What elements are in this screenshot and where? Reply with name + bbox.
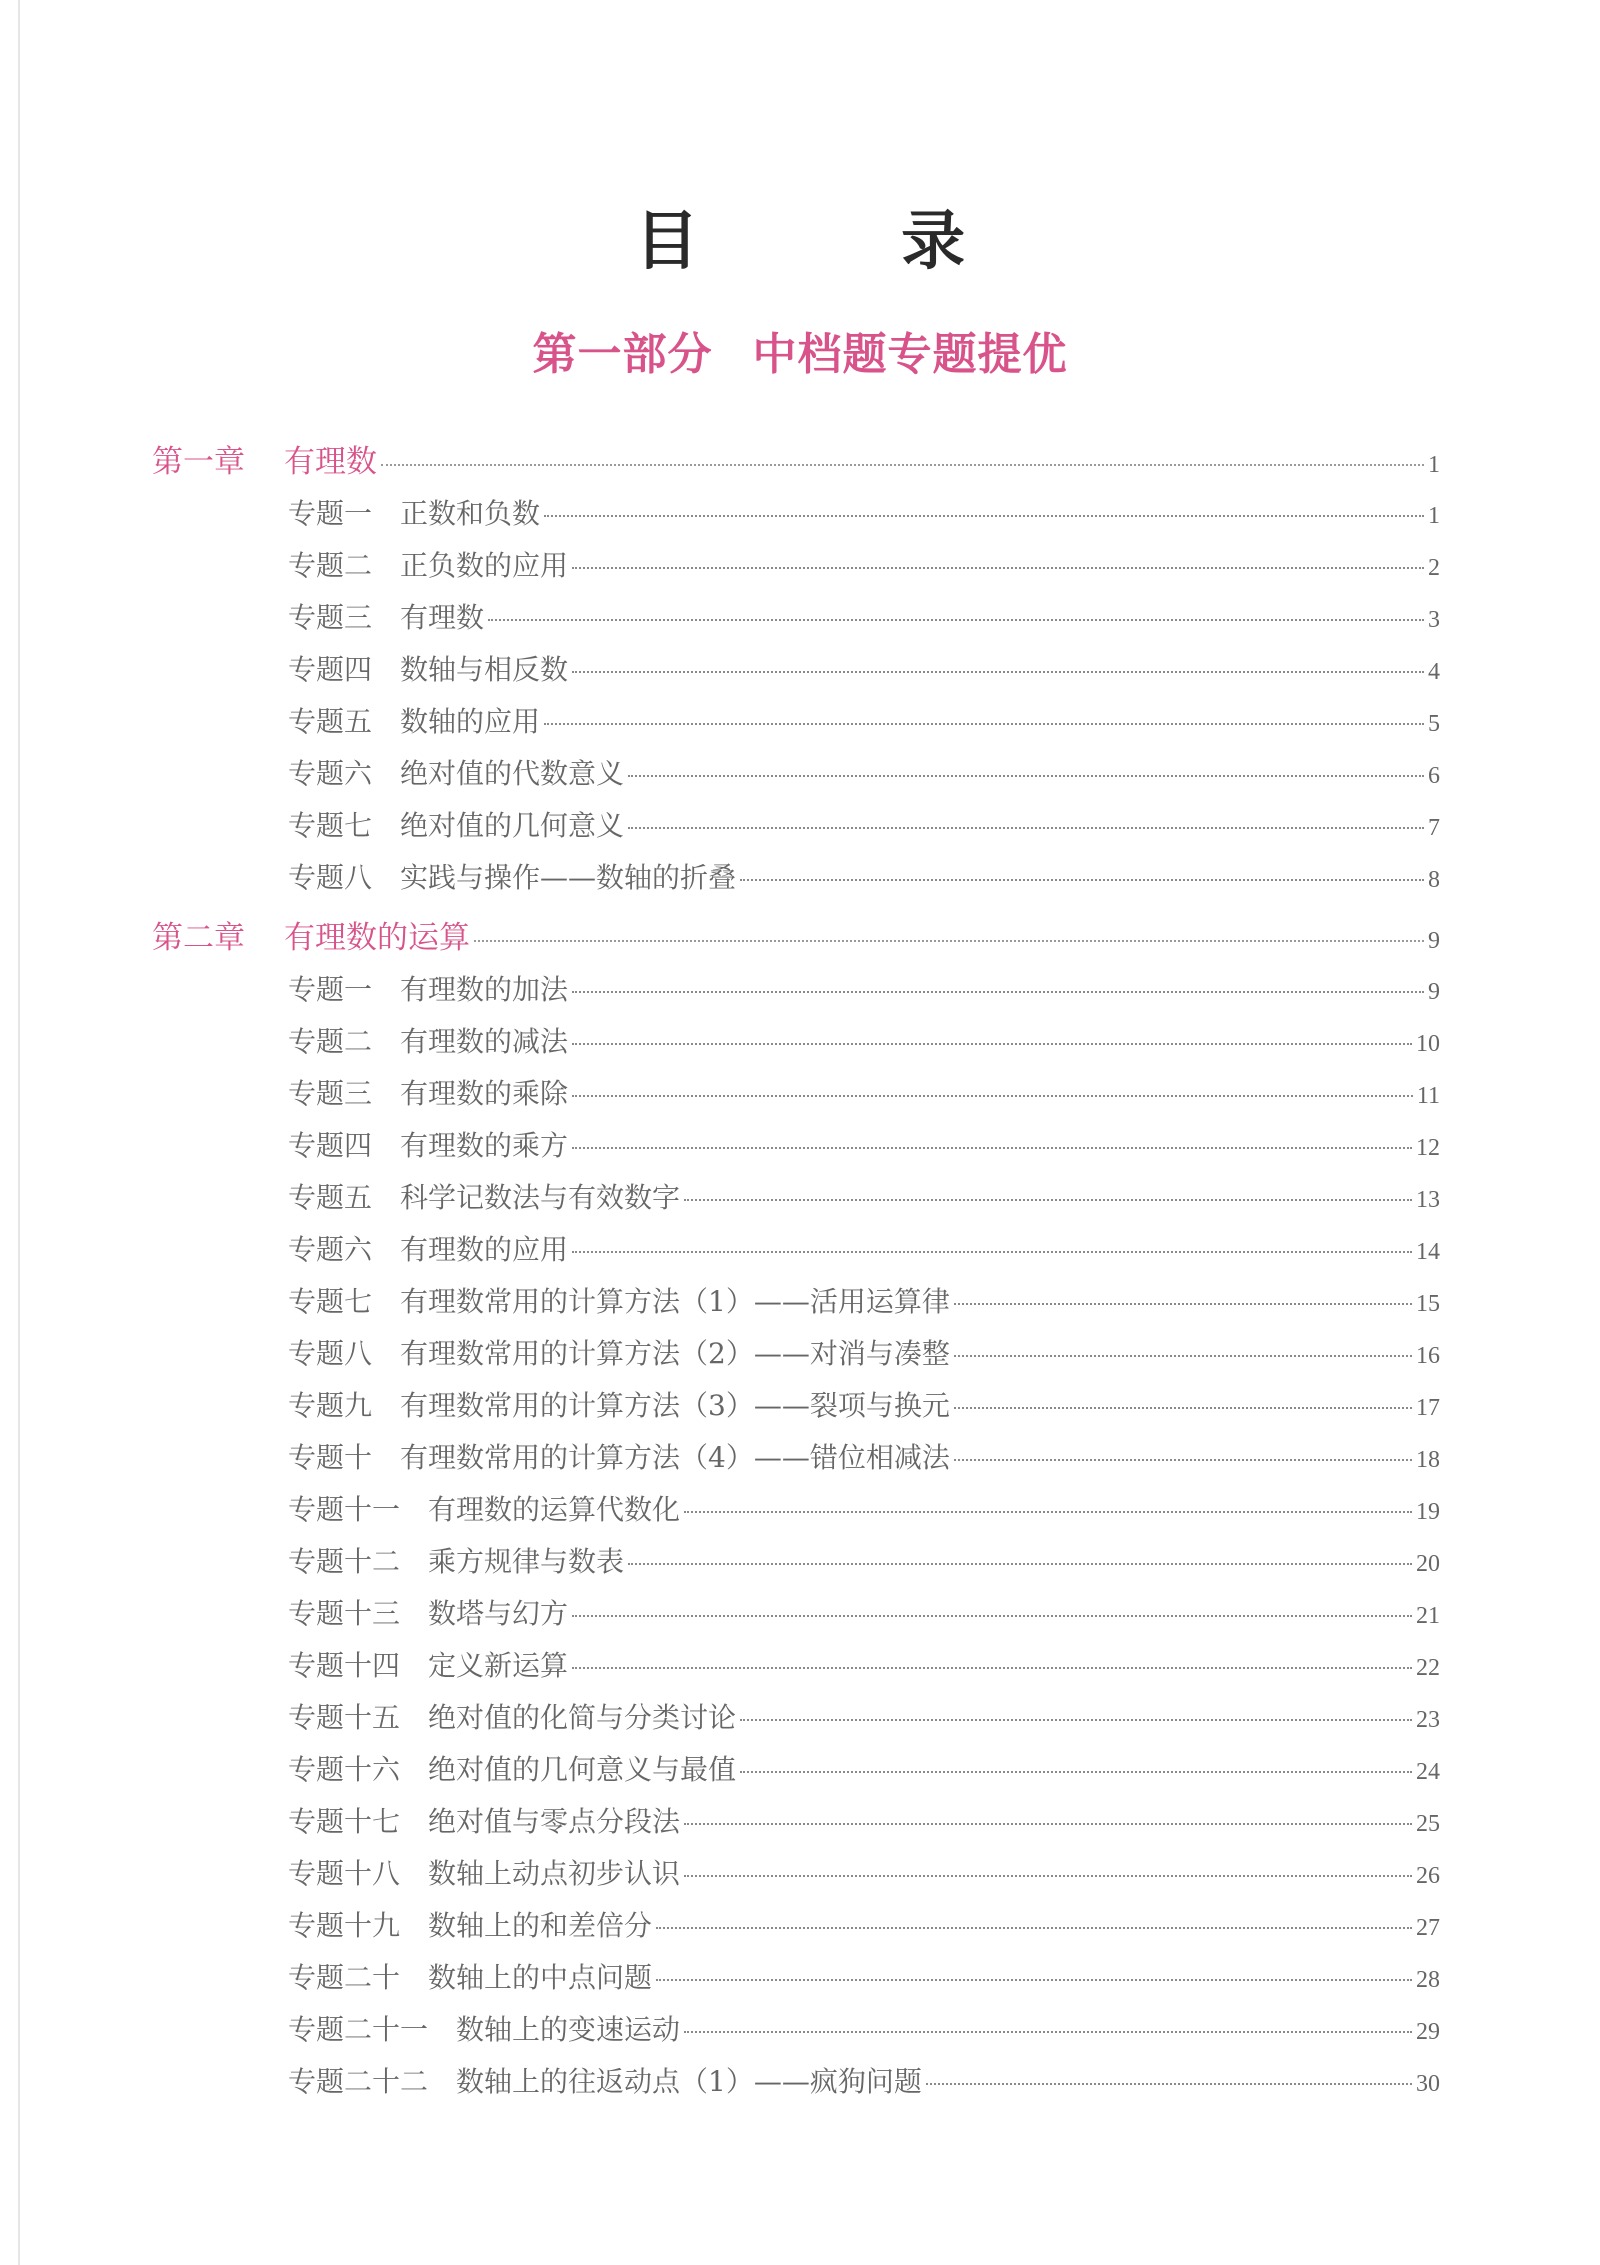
page-number: 7 [1428,815,1440,841]
topic-title: 绝对值的代数意义 [400,757,625,790]
dot-leader [740,879,1424,881]
page-number: 20 [1416,1551,1440,1577]
page-number: 27 [1416,1915,1440,1941]
dot-leader [954,1407,1412,1409]
dot-leader [572,1251,1412,1253]
dot-leader [740,1719,1412,1721]
topic-label: 专题十三 [288,1597,401,1630]
page-number: 12 [1416,1135,1440,1161]
dot-leader [684,1511,1412,1513]
topic-title: 有理数的加法 [400,973,569,1006]
toc-topic[interactable] [288,1592,1440,1632]
topic-label: 专题十六 [288,1753,401,1786]
topic-label: 专题二十一 [288,2013,429,2046]
dot-leader [954,1355,1412,1357]
topic-title: 有理数 [400,601,485,634]
dot-leader [572,1147,1412,1149]
toc-topic[interactable] [288,1020,1440,1060]
toc-topic[interactable] [288,1852,1440,1892]
page-number: 23 [1416,1707,1440,1733]
topic-title: 有理数的乘除 [400,1077,569,1110]
topic-label: 专题八 [288,861,373,894]
toc-topic[interactable] [288,1124,1440,1164]
toc-topic[interactable] [288,1072,1440,1112]
topic-title: 数塔与幻方 [428,1597,569,1630]
dot-leader [381,464,1424,466]
toc-topic[interactable] [288,596,1440,636]
toc-topic[interactable] [288,544,1440,584]
toc-topic[interactable] [288,2060,1440,2100]
topic-title: 有理数常用的计算方法（3）——裂项与换元 [400,1389,950,1422]
topic-label: 专题五 [288,1181,373,1214]
toc-topic[interactable] [288,492,1440,532]
toc-topic[interactable] [288,968,1440,1008]
page-number: 5 [1428,711,1440,737]
topic-label: 专题十四 [288,1649,401,1682]
toc-topic[interactable] [288,1800,1440,1840]
page-number: 9 [1428,979,1440,1005]
topic-label: 专题十七 [288,1805,401,1838]
dot-leader [572,671,1424,673]
part-heading [0,318,1600,382]
toc-topic[interactable] [288,700,1440,740]
toc-topic[interactable] [288,1332,1440,1372]
page-number: 21 [1416,1603,1440,1629]
dot-leader [488,619,1424,621]
toc-topic[interactable] [288,1540,1440,1580]
page-number: 8 [1428,867,1440,893]
dot-leader [572,991,1424,993]
dot-leader [572,1043,1412,1045]
topic-label: 专题十一 [288,1493,401,1526]
topic-label: 专题三 [288,1077,373,1110]
page-number: 15 [1416,1291,1440,1317]
page-number: 10 [1416,1031,1440,1057]
dot-leader [544,515,1424,517]
toc-topic[interactable] [288,1228,1440,1268]
topic-label: 专题八 [288,1337,373,1370]
topic-label: 专题二 [288,549,373,582]
page-number: 3 [1428,607,1440,633]
topic-title: 有理数的减法 [400,1025,569,1058]
topic-title: 科学记数法与有效数字 [400,1181,681,1214]
toc-chapter[interactable] [152,436,1440,481]
page-number: 16 [1416,1343,1440,1369]
page-number: 17 [1416,1395,1440,1421]
dot-leader [572,567,1424,569]
topic-label: 专题四 [288,653,373,686]
topic-label: 专题二十 [288,1961,401,1994]
page-number: 29 [1416,2019,1440,2045]
dot-leader [684,2031,1412,2033]
topic-label: 专题七 [288,1285,373,1318]
topic-title: 有理数的乘方 [400,1129,569,1162]
page-number: 6 [1428,763,1440,789]
topic-title: 正负数的应用 [400,549,569,582]
topic-title: 定义新运算 [428,1649,569,1682]
topic-label: 专题六 [288,757,373,790]
topic-label: 专题五 [288,705,373,738]
toc-topic[interactable] [288,1644,1440,1684]
topic-title: 绝对值与零点分段法 [428,1805,681,1838]
dot-leader [684,1823,1412,1825]
topic-label: 专题十九 [288,1909,401,1942]
dot-leader [572,1615,1412,1617]
page-number: 30 [1416,2071,1440,2097]
dot-leader [544,723,1424,725]
topic-label: 专题二 [288,1025,373,1058]
dot-leader [740,1771,1412,1773]
toc-topic[interactable] [288,648,1440,688]
topic-title: 数轴上的和差倍分 [428,1909,653,1942]
topic-title: 绝对值的几何意义 [400,809,625,842]
page-number: 1 [1428,452,1440,478]
topic-title: 绝对值的化简与分类讨论 [428,1701,737,1734]
dot-leader [628,827,1424,829]
toc-topic[interactable] [288,1176,1440,1216]
topic-title: 数轴上的往返动点（1）——疯狗问题 [456,2065,922,2098]
dot-leader [572,1667,1412,1669]
toc-topic[interactable] [288,1384,1440,1424]
toc-topic[interactable] [288,1488,1440,1528]
page-number: 28 [1416,1967,1440,1993]
page-number: 4 [1428,659,1440,685]
topic-label: 专题三 [288,601,373,634]
topic-title: 数轴上动点初步认识 [428,1857,681,1890]
dot-leader [628,775,1424,777]
topic-title: 数轴的应用 [400,705,541,738]
page-number: 14 [1416,1239,1440,1265]
toc-topic[interactable] [288,1436,1440,1476]
part-label: 第一部分 [532,329,713,380]
topic-title: 数轴与相反数 [400,653,569,686]
topic-label: 专题十八 [288,1857,401,1890]
topic-label: 专题十二 [288,1545,401,1578]
toc-topic[interactable] [288,2008,1440,2048]
page-number: 9 [1428,928,1440,954]
topic-title: 数轴上的中点问题 [428,1961,653,1994]
page-number: 11 [1416,1083,1440,1109]
topic-title: 有理数的运算代数化 [428,1493,681,1526]
dot-leader [684,1875,1412,1877]
topic-label: 专题十五 [288,1701,401,1734]
page-number: 26 [1416,1863,1440,1889]
page-number: 1 [1428,503,1440,529]
page-number: 24 [1416,1759,1440,1785]
topic-title: 有理数的应用 [400,1233,569,1266]
page-number: 13 [1416,1187,1440,1213]
topic-title: 实践与操作——数轴的折叠 [400,861,737,894]
dot-leader [474,940,1424,942]
page-number: 19 [1416,1499,1440,1525]
page-number: 18 [1416,1447,1440,1473]
toc-topic[interactable] [288,1280,1440,1320]
topic-label: 专题二十二 [288,2065,429,2098]
page-number: 25 [1416,1811,1440,1837]
toc-topic[interactable] [288,804,1440,844]
page-number: 2 [1428,555,1440,581]
toc-topic[interactable] [288,1748,1440,1788]
dot-leader [926,2083,1412,2085]
topic-title: 绝对值的几何意义与最值 [428,1753,737,1786]
dot-leader [572,1095,1413,1097]
dot-leader [954,1303,1412,1305]
toc-topic[interactable] [288,1956,1440,1996]
dot-leader [954,1459,1412,1461]
topic-title: 数轴上的变速运动 [456,2013,681,2046]
toc-chapter[interactable] [152,912,1440,957]
topic-title: 有理数常用的计算方法（2）——对消与凑整 [400,1337,950,1370]
topic-label: 专题十 [288,1441,373,1474]
part-title: 中档题专题提优 [752,329,1068,380]
topic-label: 专题九 [288,1389,373,1422]
chapter-title: 有理数 [284,444,377,480]
topic-title: 有理数常用的计算方法（4）——错位相减法 [400,1441,950,1474]
toc-topic[interactable] [288,752,1440,792]
dot-leader [628,1563,1412,1565]
topic-title: 正数和负数 [400,497,541,530]
dot-leader [656,1927,1412,1929]
chapter-title: 有理数的运算 [284,920,470,956]
toc-topic[interactable] [288,1696,1440,1736]
toc-topic[interactable] [288,1904,1440,1944]
page-number: 22 [1416,1655,1440,1681]
toc-topic[interactable] [288,856,1440,896]
topic-title: 乘方规律与数表 [428,1545,625,1578]
topic-label: 专题四 [288,1129,373,1162]
chapter-label: 第二章 [152,920,245,956]
topic-label: 专题六 [288,1233,373,1266]
topic-title: 有理数常用的计算方法（1）——活用运算律 [400,1285,950,1318]
topic-label: 专题七 [288,809,373,842]
topic-label: 专题一 [288,973,373,1006]
dot-leader [656,1979,1412,1981]
dot-leader [684,1199,1412,1201]
topic-label: 专题一 [288,497,373,530]
page-title: 目 录 [634,204,1056,279]
chapter-label: 第一章 [152,444,245,480]
